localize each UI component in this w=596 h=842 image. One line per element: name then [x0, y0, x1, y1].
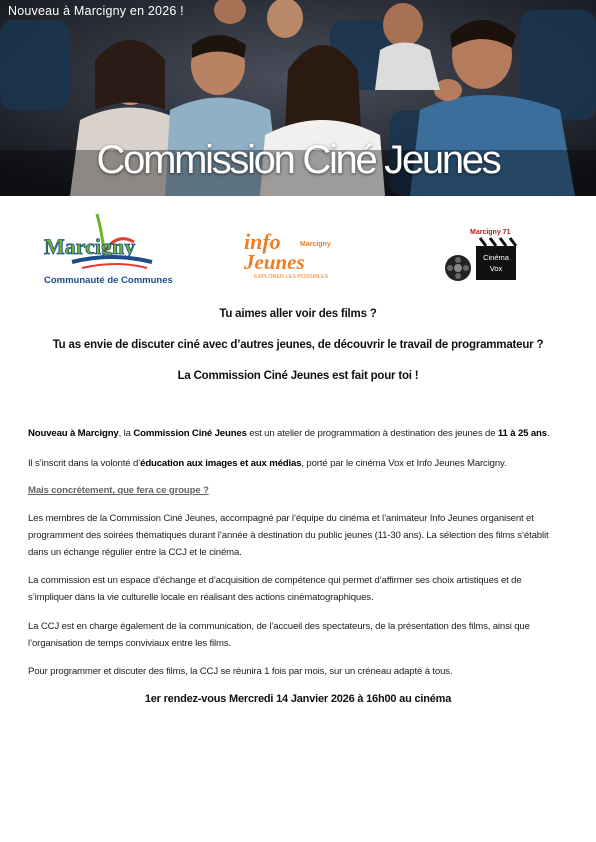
p2-text-c: , porté par le cinéma Vox et Info Jeunes Marcigny. [301, 458, 507, 469]
p1-bold-a: Nouveau à Marcigny [28, 428, 119, 439]
info-logo-line1: info [244, 229, 281, 254]
p1-text-f: . [546, 428, 550, 439]
p2-text-a: Il s’inscrit dans la volonté d’ [28, 458, 141, 469]
info-logo-town: Marcigny [300, 241, 331, 248]
paragraph-1 [28, 425, 568, 442]
vox-logo-line1: Cinéma [483, 253, 509, 262]
paragraph-6: Pour programmer et discuter des films, la CCJ se réunira 1 fois par mois, sur un créneau adapté à tous. [28, 666, 453, 677]
vox-logo-top: Marcigny 71 [470, 229, 511, 236]
paragraph-5: La CCJ est en charge également de la communication, de l’accueil des spectateurs, de la présentation des films, ainsi que l’organisation de temps conviviaux entre les films. [28, 621, 530, 649]
vox-logo-line2: Vox [489, 264, 503, 273]
hero-tag: Nouveau à Marcigny en 2026 ! [8, 4, 184, 18]
intro-line-1: Tu aimes aller voir des films ? [219, 308, 377, 320]
p2-bold-b: éducation aux images et aux médias [140, 458, 302, 469]
section-subtitle: Mais concrètement, que fera ce groupe ? [28, 485, 209, 496]
intro-line-2: Tu as envie de discuter ciné avec d’autres jeunes, de découvrir le travail de programmateur ? [52, 339, 544, 351]
p1-bold-e: 11 à 25 ans [497, 428, 547, 439]
paragraph-4: La commission est un espace d’échange et d’acquisition de compétence qui permet d’affirmer ses choix artistiques et de s’impliquer dans la vie culturelle locale en réalisant des actions cinématographiques. [28, 575, 522, 603]
paragraph-3: Les membres de la Commission Ciné Jeunes, accompagné par l’équipe du cinéma et l’animateur Info Jeunes organisent et programment des soirées thématiques durant l’année à destination du public jeunes (11-30 ans). La sélection des films s’établit dans un échange régulier entre la CCJ et le cinéma. [28, 513, 549, 558]
paragraph-2 [28, 455, 568, 472]
hero-banner [0, 0, 596, 196]
info-jeunes-logo [240, 222, 355, 282]
info-logo-line2: Jeunes [244, 250, 305, 274]
intro-line-3: La Commission Ciné Jeunes est fait pour toi ! [177, 370, 419, 382]
cinema-vox-logo [440, 220, 522, 284]
info-logo-slogan: EXPLORER LES POSSIBLES [254, 274, 329, 280]
marcigny-logo-caption: Communauté de Communes [44, 275, 173, 286]
marcigny-logo-name: Marcigny [44, 234, 136, 259]
p1-bold-c: Commission Ciné Jeunes [133, 428, 247, 439]
p1-text-d: est un atelier de programmation à destination des jeunes de [246, 428, 498, 439]
rendezvous-line: 1er rendez-vous Mercredi 14 Janvier 2026 à 16h00 au cinéma [144, 693, 452, 705]
marcigny-logo [42, 212, 187, 288]
p1-text-b: , la [118, 428, 134, 439]
hero-title: Commission Ciné Jeunes [96, 138, 500, 182]
